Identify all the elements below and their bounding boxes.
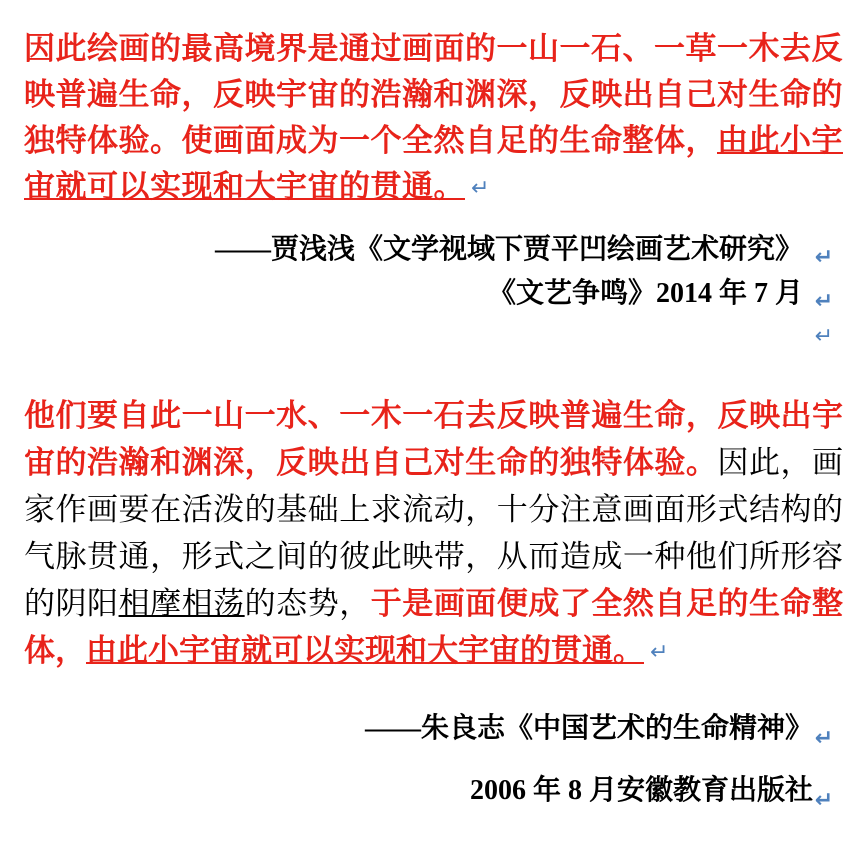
spacer-after-paragraph-1 (24, 212, 843, 228)
paragraph-block-2 (24, 392, 843, 676)
paragraph-2-red-text-2: 于是画面便成了全然自足的生命整体， (24, 586, 844, 668)
citation-4-text: 2006 年 8 月安徽教育出版社 (469, 775, 813, 806)
spacer-between-blocks (24, 362, 843, 392)
citation-line-3 (24, 706, 843, 752)
citation-line-1 (24, 228, 843, 272)
paragraph-1-red-text: 因此绘画的最高境界是通过画面的一山一石、一草一木去反映普遍生命，反映宇宙的浩瀚和渊深，反映出自己对生命的独特体验。使画面成为一个全然自足的生命整体， (24, 31, 843, 158)
paragraph-mark-icon: ↵ (814, 289, 833, 314)
spacer-between-citations (24, 752, 843, 768)
paragraph-mark-icon: ↵ (814, 324, 833, 349)
citation-3-text: ——朱良志《中国艺术的生命精神》 (364, 713, 813, 744)
paragraph-mark-icon: ↵ (650, 640, 669, 665)
citation-2-text: 《文艺争鸣》2014 年 7 月 (487, 278, 803, 309)
paragraph-2-red-text-1: 他们要自此一山一水、一木一石去反映普遍生命，反映出宇宙的浩瀚和渊深，反映出自己对生命的独特体验。 (24, 398, 843, 480)
blank-line (24, 316, 843, 362)
paragraph-2-red-underlined: 由此小宇宙就可以实现和大宇宙的贯通。 (86, 633, 644, 668)
paragraph-mark-icon: ↵ (814, 726, 833, 751)
paragraph-2-black-text-2: 的态势， (244, 586, 371, 621)
paragraph-2-black-text-1: 因此，画家作画要在活泼的基础上求流动，十分注意画面形式结构的气脉贯通，形式之间的彼此映带，从而造成一种他们所形容的阴阳 (24, 445, 843, 621)
paragraph-mark-icon: ↵ (814, 245, 833, 270)
citation-line-4 (24, 768, 843, 814)
paragraph-2-black-underlined: 相摩相荡 (118, 586, 245, 621)
paragraph-mark-icon: ↵ (471, 176, 490, 201)
citation-1-text: ——贾浅浅《文学视域下贾平凹绘画艺术研究》 (214, 234, 803, 265)
paragraph-mark-icon: ↵ (814, 788, 833, 813)
paragraph-block-1 (24, 26, 843, 212)
citation-line-2 (24, 272, 843, 316)
spacer-after-paragraph-2 (24, 676, 843, 706)
paragraph-1-underlined-text: 由此小宇宙就可以实现和大宇宙的贯通。 (24, 123, 843, 204)
